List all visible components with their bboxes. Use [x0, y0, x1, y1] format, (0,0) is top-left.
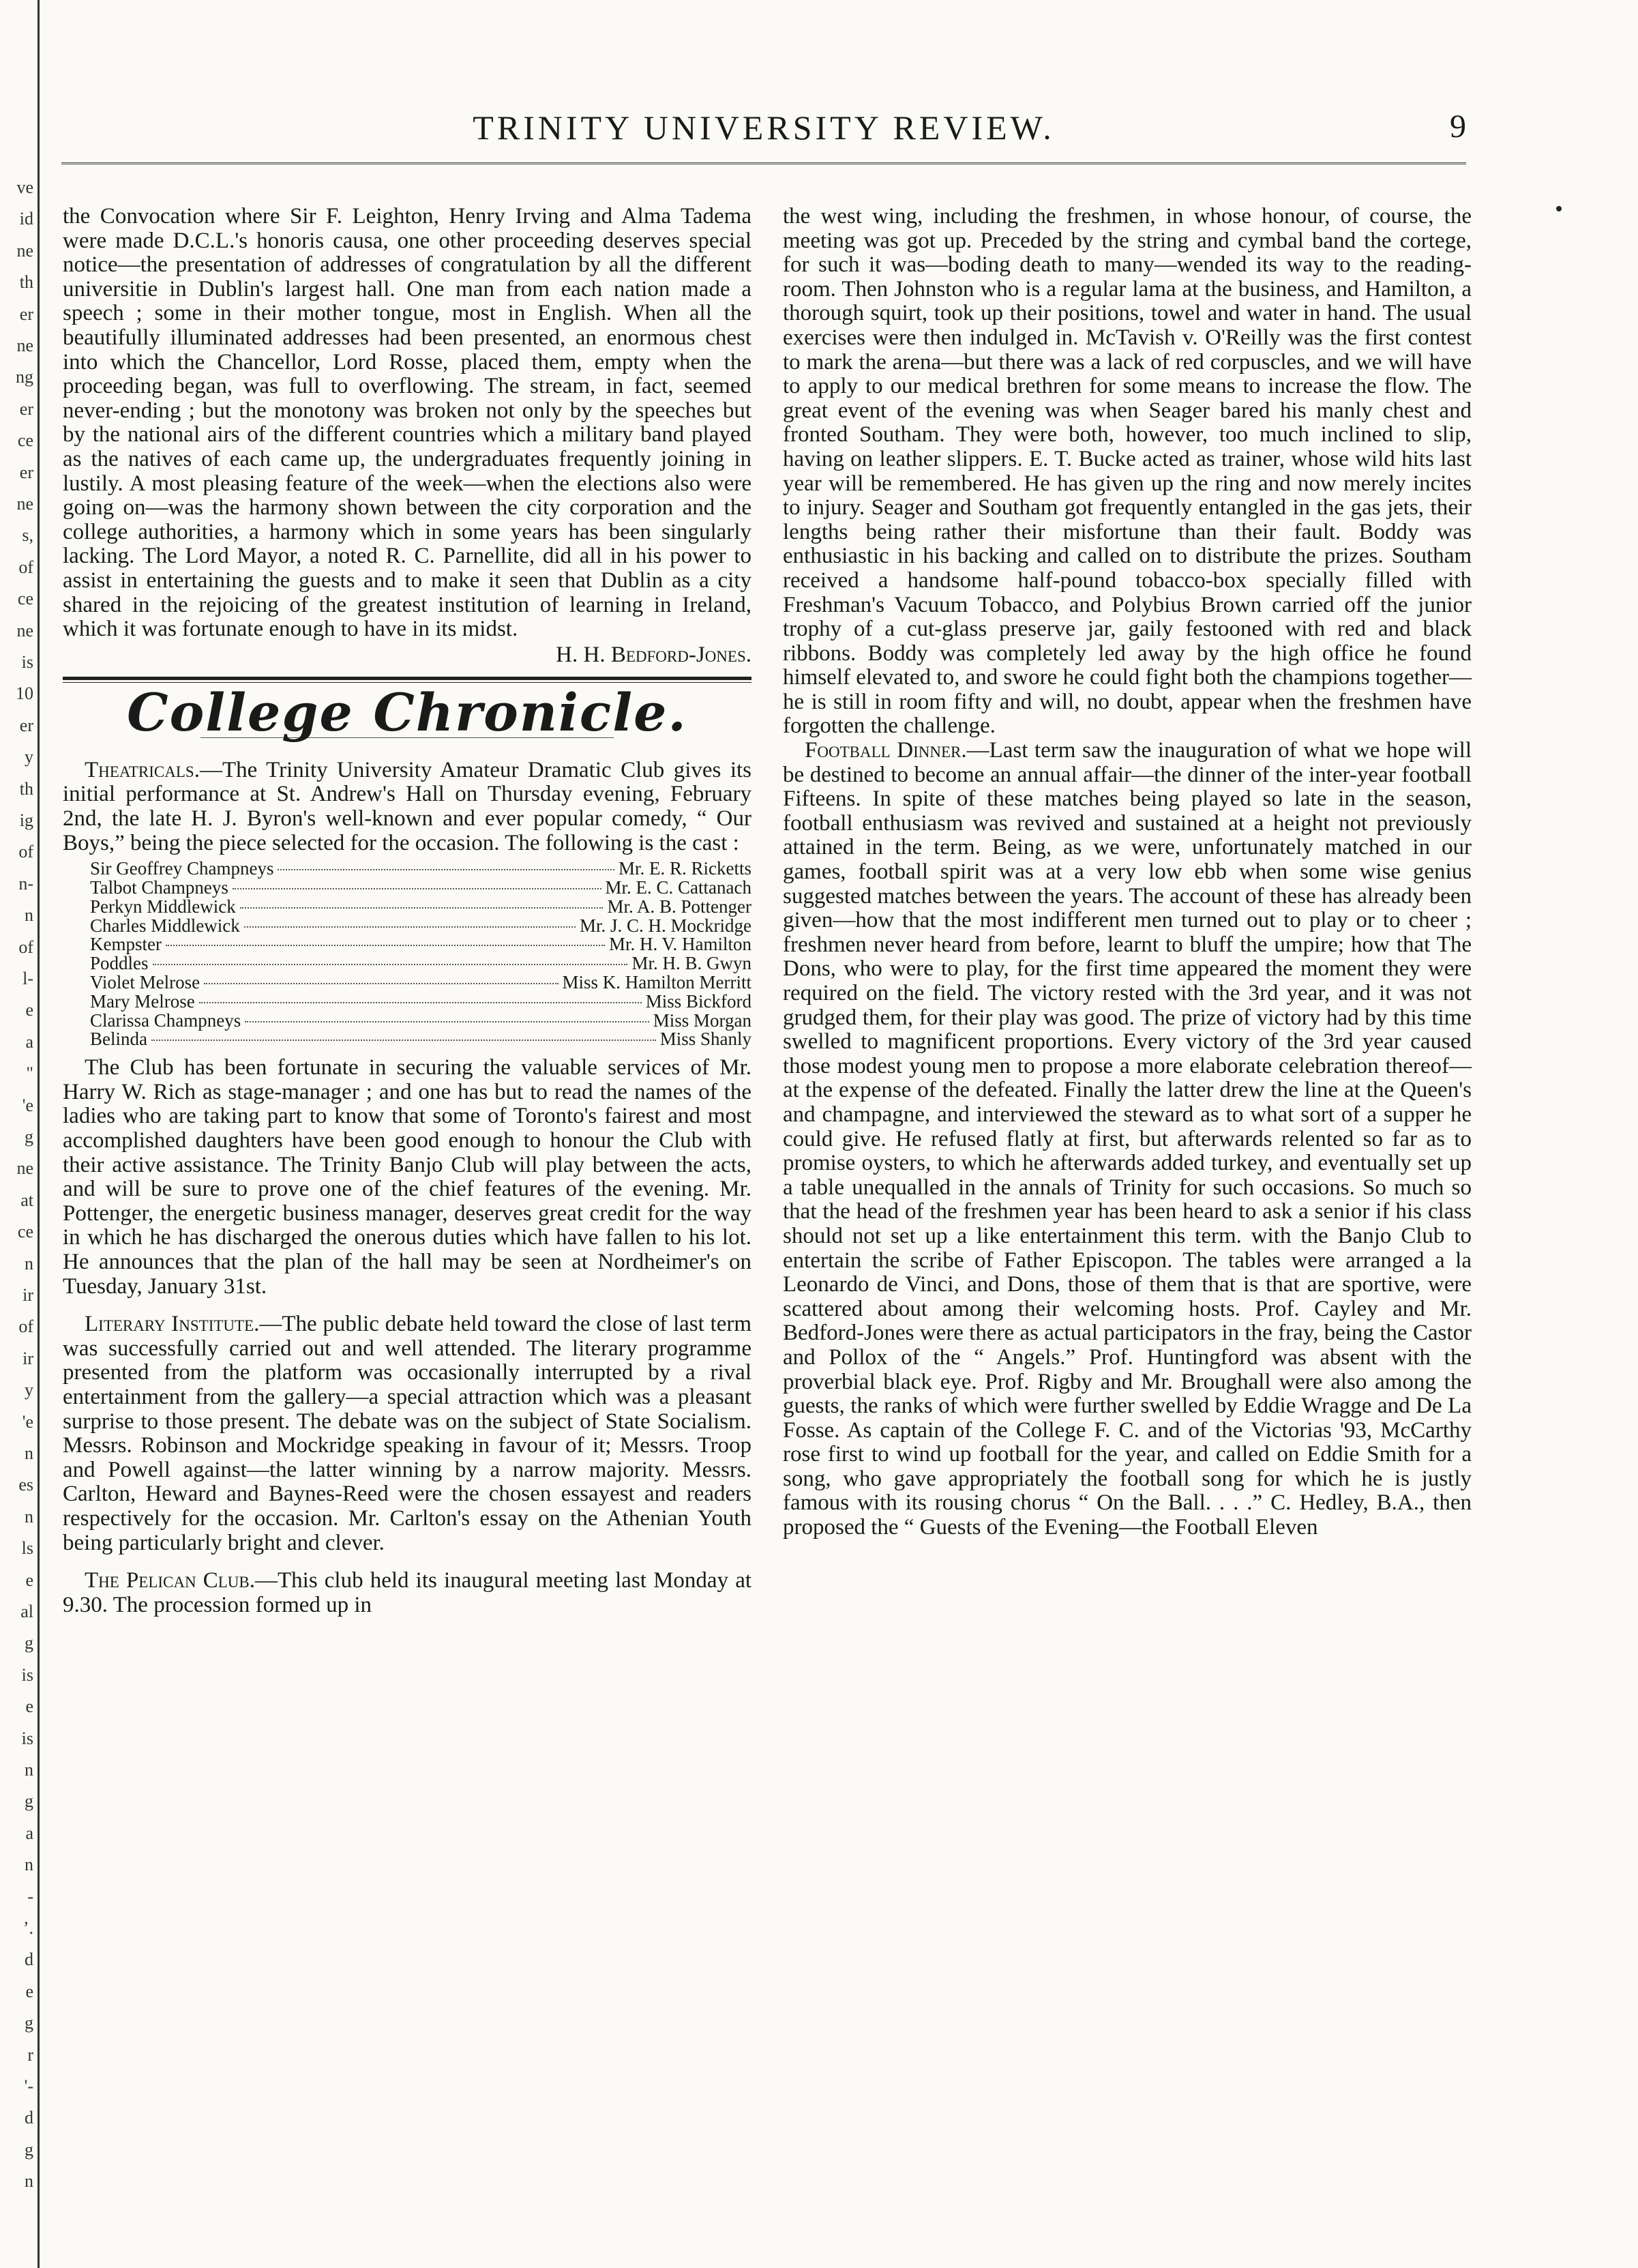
- gutter-fragment: ne: [16, 620, 33, 640]
- gutter-fragment: ig: [19, 810, 33, 830]
- gutter-fragment: ne: [16, 1158, 33, 1179]
- gutter-fragment: a: [25, 1823, 33, 1843]
- literary-lead: Literary Institute.: [85, 1312, 260, 1337]
- theatricals-lead: Theatricals.: [85, 757, 200, 782]
- header-rule: [61, 162, 1466, 164]
- gutter-fragment: e: [25, 1981, 33, 2001]
- convocation-paragraph: the Convocation where Sir F. Leighton, Henry Irving and Alma Tadema were made D.C.L.'s honoris causa, one other proceeding deserves special notice—the presentation of addresses of congratulation by all the different universitie in Dublin's largest hall. One man from each nation made a speech ; some in their mother tongue, most in English. When all the beautifully illuminated addresses had been presented, an enormous chest into which the Chancellor, Lord Rosse, placed them, empty when the proceeding began, was full to overflowing. The stream, in fact, seemed never-ending ; but the monotony was broken not only by the speeches but by the national airs of the different countries which a military band played as the natives of each came up, the undergraduates frequently joining in lustily. A most pleasing feature of the week—when the elections also were going on—was the harmony shown between the city corporation and the college authorities, a harmony which in some years has been singularly lacking. The Lord Mayor, a noted R. C. Parnellite, did all in his power to assist in entertaining the guests and to make it seen that Dublin as a city shared in the rejoicing of the greatest institution of learning in Ireland, which it was fortunate enough to have in its midst.: [63, 204, 751, 642]
- cast-role: Sir Geoffrey Champneys: [90, 858, 274, 879]
- gutter-fragment: ng: [16, 367, 33, 387]
- cast-actor: Mr. E. C. Cattanach: [605, 877, 751, 898]
- page-header: [61, 102, 1466, 157]
- pelican-lead: The Pelican Club.: [85, 1568, 255, 1593]
- gutter-fragment: n: [25, 1760, 33, 1780]
- cast-row: [90, 917, 751, 936]
- cast-leader-dots: [233, 888, 601, 889]
- gutter-fragment: is: [21, 652, 33, 672]
- gutter-fragment: y: [25, 747, 33, 767]
- ink-dot: [1556, 206, 1562, 211]
- gutter-fragment: n: [25, 1506, 33, 1527]
- gutter-fragment: g: [25, 1127, 33, 1147]
- gutter-fragment: ce: [17, 589, 33, 609]
- cast-role: Charles Middlewick: [90, 915, 240, 936]
- cast-role: Belinda: [90, 1029, 147, 1050]
- gutter-fragment: th: [19, 778, 33, 799]
- cast-actor: Miss Morgan: [653, 1010, 751, 1031]
- cast-leader-dots: [199, 1002, 642, 1003]
- cast-actor: Miss Shanly: [659, 1029, 751, 1050]
- adjacent-page-gutter: [0, 0, 40, 2268]
- gutter-fragment: g: [25, 1791, 33, 1812]
- gutter-fragment: al: [20, 1602, 33, 1621]
- cast-row: [90, 879, 751, 898]
- cast-row: [90, 898, 751, 917]
- gutter-fragment: ne: [16, 240, 33, 261]
- cast-role: Poddles: [90, 953, 149, 974]
- gutter-fragment: ": [26, 1063, 33, 1084]
- gutter-fragment: n: [25, 1443, 33, 1463]
- gutter-fragment: s,: [22, 525, 33, 546]
- cast-row: [90, 859, 751, 879]
- cast-leader-dots: [166, 945, 605, 946]
- cast-actor: Mr. H. B. Gwyn: [631, 953, 751, 974]
- gutter-fragment: id: [19, 209, 33, 229]
- gutter-fragment: is: [21, 1664, 33, 1685]
- gutter-fragment: of: [18, 1316, 33, 1337]
- gutter-fragment: 'e: [22, 1411, 33, 1432]
- gutter-fragment: is: [21, 1728, 33, 1748]
- cast-leader-dots: [204, 983, 558, 984]
- right-column: [783, 205, 1472, 1540]
- literary-text: —The public debate held toward the close of last term was successfully carried out and well attended. The literary programme presented from the platform was occasionally interrupted by a rival entertainment from the gallery—a special attraction which was a pleasant surprise to those present. The debate was on the subject of State Socialism. Messrs. Robinson and Mockridge speaking in favour of it; Messrs. Troop and Powell against—the latter winning by a narrow majority. Messrs. Carlton, Heward and Baynes-Reed were the chosen essayest and readers respectively for the occasion. Mr. Carlton's essay on the Athenian Youth being particularly bright and clever.: [63, 1312, 752, 1555]
- cast-row: [90, 992, 751, 1012]
- cast-list: [90, 859, 751, 1049]
- gutter-fragment: -: [27, 1886, 33, 1906]
- gutter-fragment: n: [25, 1855, 33, 1875]
- gutter-fragment: ne: [16, 494, 33, 514]
- gutter-fragment: 10: [16, 683, 33, 704]
- gutter-fragment: th: [19, 272, 33, 293]
- cast-leader-dots: [245, 1021, 649, 1022]
- cast-actor: Mr. J. C. H. Mockridge: [580, 915, 751, 936]
- literary-paragraph: [63, 1312, 751, 1555]
- page-number: 9: [1450, 108, 1466, 145]
- cast-leader-dots: [151, 1040, 656, 1041]
- gutter-fragment: e: [25, 1000, 33, 1020]
- gutter-fragment: er: [19, 304, 33, 324]
- cast-actor: Miss K. Hamilton Merritt: [562, 972, 751, 993]
- cast-role: Talbot Champneys: [90, 877, 228, 898]
- pelican-continued-paragraph: the west wing, including the freshmen, in whose honour, of course, the meeting was got up. Preceded by the string and cymbal band the cortege, for such it was—boding death to many—wended its way to the reading-room. Then Johnston who is a regular lama at the business, and Hamilton, a thorough squirt, took up their positions, towel and water in hand. The usual exercises were then indulged in. McTavish v. O'Reilly was the first contest to mark the arena—but there was a lack of red corpuscles, and we will have to apply to our medical brethren for some means to increase the flow. The great event of the evening was when Seager bared his manly chest and fronted Southam. They were both, however, too much inclined to slip, having on leather slippers. E. T. Bucke acted as trainer, whose wild hits last year will be remembered. He has given up the ring and now merely incites to injury. Seager and Southam got frequently entangled in the gas jets, their lengths being rather their misfortune than their fault. Boddy was enthusiastic in his backing and called on to distribute the prizes. Southam received a handsome half-pound tobacco-box specially filled with Freshman's Vacuum Tobacco, and Polybius Brown carried off the junior trophy of a cut-glass preserve jar, gaily festooned with red and black ribbons. Boddy was completely led away by the high office he found himself elevated to, and swore he could fight both the champions together—he is still in room fifty and will, no doubt, appear when the freshmen have forgotten the challenge.: [783, 204, 1472, 739]
- gutter-fragment: of: [18, 842, 33, 862]
- gutter-fragment: er: [19, 462, 33, 482]
- gutter-fragment: er: [19, 398, 33, 419]
- football-paragraph: [783, 739, 1472, 1540]
- section-title: College Chronicle.: [127, 682, 687, 743]
- gutter-fragment: of: [18, 937, 33, 957]
- cast-leader-dots: [240, 907, 604, 909]
- cast-actor: Mr. H. V. Hamilton: [608, 934, 751, 955]
- gutter-fragment: n: [25, 1253, 33, 1273]
- theatricals-paragraph: [63, 759, 751, 855]
- cast-leader-dots: [153, 964, 628, 965]
- gutter-fragment: e: [25, 1696, 33, 1717]
- cast-role: Kempster: [90, 934, 162, 955]
- club-paragraph: The Club has been fortunate in securing the valuable services of Mr. Harry W. Rich as stage-manager ; and one has but to read the names of the ladies who are taking part to know that some of Toronto's fairest and most accomplished daughters have been good enough to honour the Club with their active assistance. The Trinity Banjo Club will play between the acts, and will be sure to prove one of the chief features of the evening. Mr. Pottenger, the energetic business manager, deserves great credit for the way in which he has discharged the onerous duties which have fallen to his lot. He announces that the plan of the hall may be seen at Nordheimer's on Tuesday, January 31st.: [63, 1055, 751, 1299]
- gutter-fragment: ir: [23, 1285, 33, 1305]
- gutter-fragment: n-: [18, 873, 33, 894]
- cast-leader-dots: [244, 926, 576, 928]
- gutter-fragment: 'e: [22, 1095, 33, 1115]
- gutter-fragment: ve: [16, 177, 33, 197]
- theatricals-text: —The Trinity University Amateur Dramatic Club gives its initial performance at St. Andrew's Hall on Thursday evening, February 2nd, the late H. J. Byron's well-known and ever popular comedy, “ Our Boys,” being the piece selected for the occasion. The following is the cast :: [63, 757, 751, 855]
- gutter-fragment: e: [25, 1570, 33, 1590]
- gutter-fragment: ir: [23, 1348, 33, 1368]
- gutter-fragment: at: [20, 1190, 33, 1210]
- gutter-fragment: n: [25, 905, 33, 926]
- gutter-fragment: a: [25, 1031, 33, 1052]
- pelican-text: —This club held its inaugural meeting last Monday at 9.30. The procession formed up in: [63, 1568, 752, 1617]
- football-lead: Football Dinner.: [805, 738, 967, 763]
- cast-row: [90, 1030, 751, 1049]
- gutter-fragment: d: [25, 1949, 33, 1970]
- cast-role: Perkyn Middlewick: [90, 896, 236, 917]
- gutter-fragment: d: [25, 2108, 33, 2128]
- cast-row: [90, 1012, 751, 1031]
- football-text: —Last term saw the inauguration of what we hope will be destined to become an annual affair—the dinner of the inter-year football Fifteens. In spite of these matches being played so late in the season, football enthusiasm was revived and sustained at a height not previously attained in the term. Being, as we were, unfortunately matched in our games, football spirit was at a very low ebb when some wise genius suggested matches between the years. The account of these has already been given—how that the most indifferent men turned out to play or to cheer ; freshmen never heard from before, learnt to bluff the umpire; how that The Dons, who were to play, for the first time appeared the moment they were required on the field. The victory rested with the 3rd year, and it was not grudged them, for their play was good. The prize of victory had by this time swelled to magnificent proportions. Every victory of the 3rd year caused those modest young men to propose a more elaborate celebration thereof—at the expense of the defeated. Finally the latter drew the line at the Queen's and champagne, and interviewed the steward as to what sort of a supper he could give. He refused flatly at first, but afterwards relented so far as to promise oysters, to which he afterwards added turkey, and eventually set up a table unequalled in the annals of Trinity for such occasions. So much so that the head of the freshmen year has been heard to ask a senior if his class should not set up a like entertainment this term. with the Banjo Club to entertain the scribe of Father Episcopon. The tables were arranged a la Leonardo de Vinci, and Dons, those of them that is that are sportive, were scattered about among their welcoming hosts. Prof. Cayley and Mr. Bedford-Jones were there as actual participators in the fray, being the Castor and Pollox of the “ Angels.” Prof. Huntingford was absent with the proverbial black eye. Prof. Rigby and Mr. Broughall were also among the guests, the ranks of which were further swelled by Eddie Wragge and De La Fosse. As captain of the College F. C. and of the Victorias '93, McCarthy rose first to wind up football for the year, and called on Eddie Smith for a song, who gave appropriately the football song for which he is justly famous with its rousing chorus “ On the Ball. . . .” C. Hedley, B.A., then proposed the “ Guests of the Evening—the Football Eleven: [783, 738, 1472, 1540]
- cast-role: Violet Melrose: [90, 972, 200, 993]
- cast-role: Clarissa Champneys: [90, 1010, 241, 1031]
- left-column: [63, 205, 751, 1617]
- cast-row: [90, 935, 751, 954]
- gutter-fragment: y: [25, 1380, 33, 1400]
- gutter-fragment: g: [25, 1633, 33, 1653]
- gutter-fragment: ne: [16, 336, 33, 355]
- gutter-fragment: ls: [21, 1538, 33, 1559]
- gutter-fragment: l-: [23, 969, 33, 988]
- cast-row: [90, 973, 751, 992]
- gutter-fragment: ce: [17, 430, 33, 451]
- running-title: TRINITY UNIVERSITY REVIEW.: [473, 108, 1055, 147]
- gutter-fragment: ce: [17, 1222, 33, 1242]
- gutter-fragment: n: [25, 2171, 33, 2192]
- cast-actor: Mr. E. R. Ricketts: [619, 858, 751, 879]
- cast-actor: Miss Bickford: [645, 990, 751, 1012]
- gutter-fragment: '-: [24, 2076, 33, 2096]
- gutter-fragment: of: [18, 557, 33, 577]
- gutter-fragment: g: [25, 2013, 33, 2033]
- gutter-fragment: es: [18, 1475, 33, 1495]
- gutter-fragment: ’.: [23, 1918, 33, 1938]
- cast-actor: Mr. A. B. Pottenger: [607, 896, 751, 917]
- gutter-fragment: g: [25, 2139, 33, 2160]
- author-signature: H. H. Bedford-Jones.: [556, 642, 751, 667]
- cast-role: Mary Melrose: [90, 990, 195, 1012]
- gutter-fragment: er: [19, 715, 33, 735]
- gutter-fragment: r: [27, 2044, 33, 2065]
- cast-leader-dots: [278, 869, 614, 870]
- pelican-paragraph: [63, 1569, 751, 1617]
- cast-row: [90, 954, 751, 973]
